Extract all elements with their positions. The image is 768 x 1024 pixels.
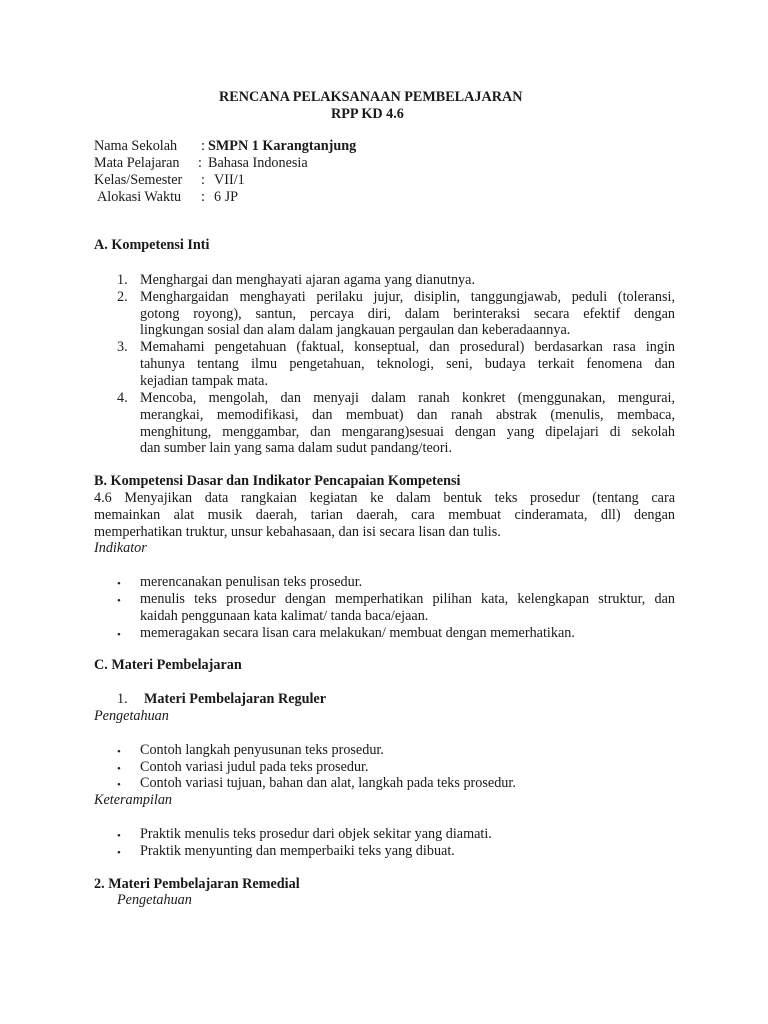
pengetahuan-label: Pengetahuan (94, 708, 169, 724)
list-item-line: Memahami pengetahuan (faktual, konseptual, dan prosedural) berdasarkan rasa ingin (140, 339, 675, 355)
list-item-line: kaidah penggunaan kata kalimat/ tanda baca/ejaan. (140, 608, 429, 624)
bullet-icon: • (117, 763, 121, 775)
doc-title: RENCANA PELAKSANAAN PEMBELAJARAN (219, 89, 523, 105)
list-item-text: merencanakan penulisan teks prosedur. (140, 574, 363, 590)
identity-sep: : (201, 172, 205, 188)
list-item-line: Mencoba, mengolah, dan menyaji dalam ranah konkret (menggunakan, mengurai, (140, 390, 675, 406)
kd-line: memperhatikan truktur, unsur kebahasaan, dan isi secara lisan dan tulis. (94, 524, 501, 540)
identity-label-subject: Mata Pelajaran (94, 155, 180, 171)
list-item-line: Menghargaidan menghayati perilaku jujur, disiplin, tanggungjawab, peduli (toleransi, (140, 289, 675, 305)
kd-line: 4.6 Menyajikan data rangkaian kegiatan ke dalam bentuk teks prosedur (tentang cara (94, 490, 675, 506)
identity-value-time: 6 JP (214, 189, 239, 205)
bullet-icon: • (117, 830, 121, 842)
list-item-line: tahunya tentang ilmu pengetahuan, teknologi, seni, budaya terkait fenomena dan (140, 356, 675, 372)
identity-label-school: Nama Sekolah (94, 138, 178, 154)
kd-line: memainkan alat musik daerah, tarian daerah, cara membuat cinderamata, dll) dengan (94, 507, 675, 523)
identity-value-class: VII/1 (214, 172, 245, 188)
subsection-title-remedial: 2. Materi Pembelajaran Remedial (94, 876, 300, 892)
identity-label-class: Kelas/Semester (94, 172, 183, 188)
indikator-label: Indikator (94, 540, 147, 556)
list-number: 1. (117, 272, 128, 288)
subsection-title-reguler: Materi Pembelajaran Reguler (144, 691, 327, 707)
identity-value-school: SMPN 1 Karangtanjung (208, 138, 357, 154)
list-item-line: merangkai, memodifikasi, dan membuat) dan ranah abstrak (menulis, membaca, (140, 407, 675, 423)
list-item-text: Contoh variasi judul pada teks prosedur. (140, 759, 369, 775)
identity-value-subject: Bahasa Indonesia (208, 155, 308, 171)
keterampilan-label: Keterampilan (94, 792, 173, 808)
list-item-line: menulis teks prosedur dengan memperhatikan pilihan kata, kelengkapan struktur, dan (140, 591, 675, 607)
list-item-line: kejadian tampak mata. (140, 373, 269, 389)
list-item-line: lingkungan sosial dan alam dalam jangkauan pergaulan dan keberadaannya. (140, 322, 571, 338)
list-item-line: gotong royong), santun, percaya diri, dalam berinteraksi secara efektif dengan (140, 306, 675, 322)
section-b-heading: B. Kompetensi Dasar dan Indikator Pencapaian Kompetensi (94, 473, 461, 489)
bullet-icon: • (117, 629, 121, 641)
identity-sep: : (201, 189, 205, 205)
doc-subtitle: RPP KD 4.6 (331, 106, 404, 122)
bullet-icon: • (117, 779, 121, 791)
list-item-line: menghitung, menggambar, dan mengarang)sesuai dengan yang dipelajari di sekolah (140, 424, 675, 440)
identity-sep: : (201, 138, 205, 154)
bullet-icon: • (117, 847, 121, 859)
identity-label-time: Alokasi Waktu (97, 189, 182, 205)
bullet-icon: • (117, 595, 121, 607)
section-c-heading: C. Materi Pembelajaran (94, 657, 242, 673)
list-item-text: Praktik menyunting dan memperbaiki teks yang dibuat. (140, 843, 455, 859)
remedial-pengetahuan-label: Pengetahuan (117, 892, 192, 908)
identity-sep: : (198, 155, 202, 171)
list-item-text: Menghargai dan menghayati ajaran agama yang dianutnya. (140, 272, 475, 288)
bullet-icon: • (117, 746, 121, 758)
list-item-text: Contoh langkah penyusunan teks prosedur. (140, 742, 384, 758)
list-number: 2. (117, 289, 128, 305)
list-item-text: Praktik menulis teks prosedur dari objek sekitar yang diamati. (140, 826, 492, 842)
list-number: 3. (117, 339, 128, 355)
list-item-text: Contoh variasi tujuan, bahan dan alat, langkah pada teks prosedur. (140, 775, 516, 791)
list-number: 4. (117, 390, 128, 406)
section-a-heading: A. Kompetensi Inti (94, 237, 210, 253)
list-item-text: memeragakan secara lisan cara melakukan/ membuat dengan memerhatikan. (140, 625, 575, 641)
subsection-number: 1. (117, 691, 128, 707)
list-item-line: dan sumber lain yang sama dalam sudut pandang/teori. (140, 440, 453, 456)
bullet-icon: • (117, 578, 121, 590)
